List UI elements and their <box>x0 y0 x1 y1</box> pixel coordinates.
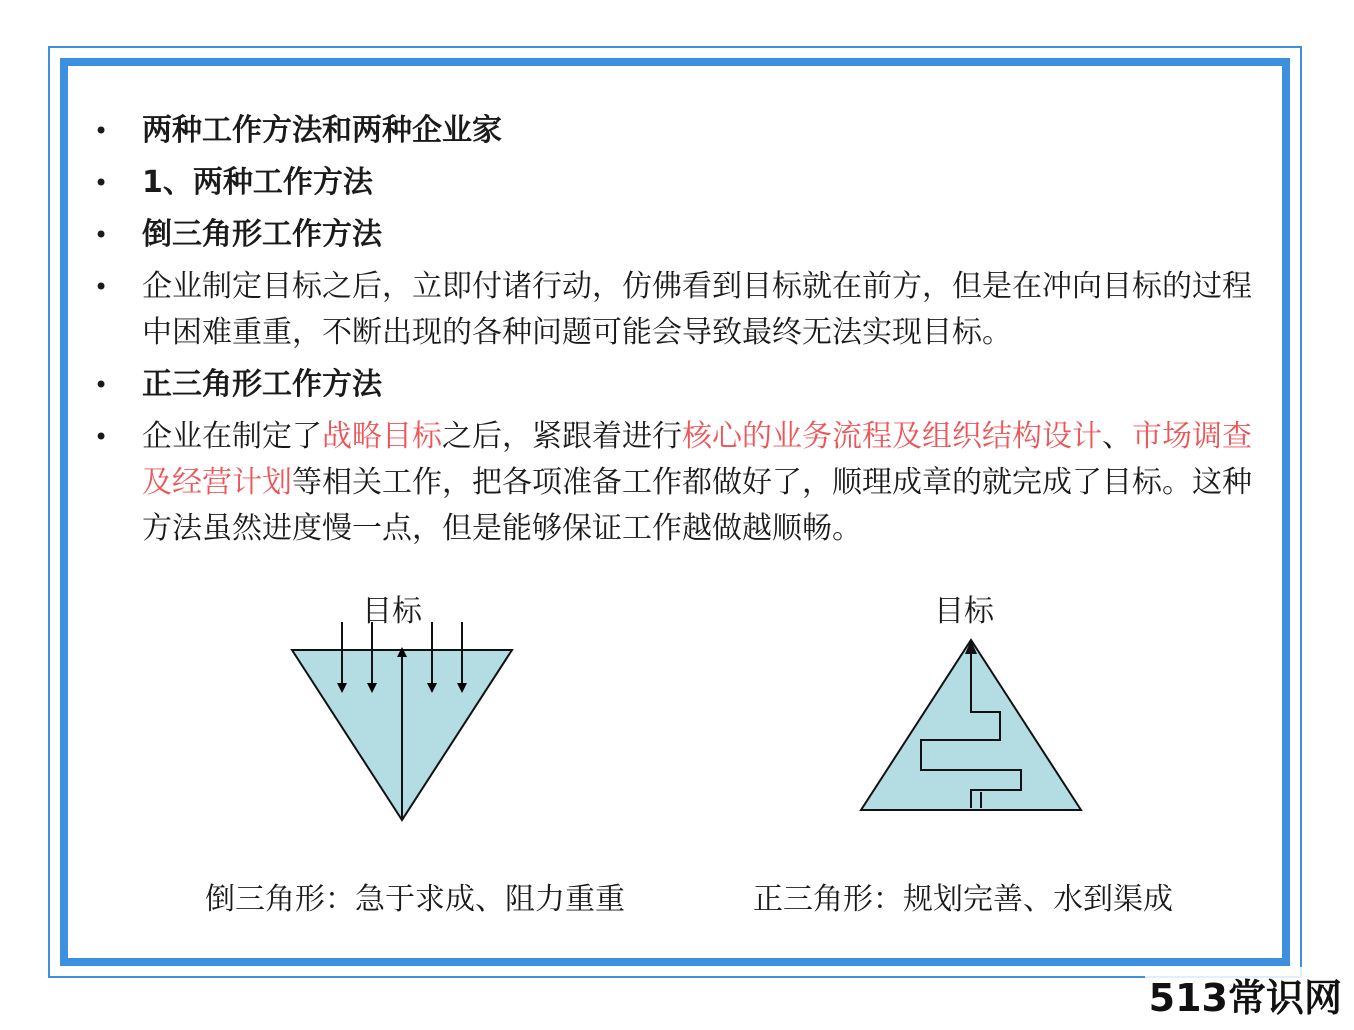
bullet-text: 倒三角形工作方法 <box>142 217 382 252</box>
target-label-left: 目标 <box>362 594 422 629</box>
highlight-run: 市场调查及经营计划 <box>142 419 1252 500</box>
bullet-text: 1、两种工作方法 <box>142 165 373 200</box>
bullet-dot: • <box>94 117 109 145</box>
text-run: 、 <box>1102 419 1132 454</box>
bullet-dot: • <box>94 423 109 451</box>
bullet-dot: • <box>94 273 109 301</box>
highlight-run: 核心的业务流程及组织结构设计 <box>682 419 1102 454</box>
target-label-right: 目标 <box>934 594 994 629</box>
bullet-dot: • <box>94 371 109 399</box>
bullet-item <box>90 264 1260 356</box>
caption-right: 正三角形：规划完善、水到渠成 <box>753 882 1173 917</box>
bullet-item <box>90 414 1260 552</box>
bullet-item <box>90 160 1260 206</box>
bullet-text-rich <box>142 419 1252 546</box>
text-run: 等相关工作，把各项准备工作都做好了，顺理成章的就完成了目标。这种方法虽然进度慢一点，但是能够保证工作越做越顺畅。 <box>142 465 1252 546</box>
caption-left: 倒三角形：急于求成、阻力重重 <box>205 882 625 917</box>
bullet-text: 正三角形工作方法 <box>142 367 382 402</box>
text-run: 之后，紧跟着进行 <box>442 419 682 454</box>
bullet-item <box>90 212 1260 258</box>
bullet-text: 两种工作方法和两种企业家 <box>142 113 502 148</box>
bullet-item <box>90 108 1260 154</box>
watermark: 513常识网 <box>1145 967 1346 1022</box>
bullet-dot: • <box>94 221 109 249</box>
bullet-text: 企业制定目标之后，立即付诸行动，仿佛看到目标就在前方，但是在冲向目标的过程中困难重重，不断出现的各种问题可能会导致最终无法实现目标。 <box>142 269 1252 350</box>
bullet-dot: • <box>94 169 109 197</box>
highlight-run: 战略目标 <box>322 419 442 454</box>
bullet-list <box>90 108 1260 558</box>
bullet-item <box>90 362 1260 408</box>
text-run: 企业在制定了 <box>142 419 322 454</box>
